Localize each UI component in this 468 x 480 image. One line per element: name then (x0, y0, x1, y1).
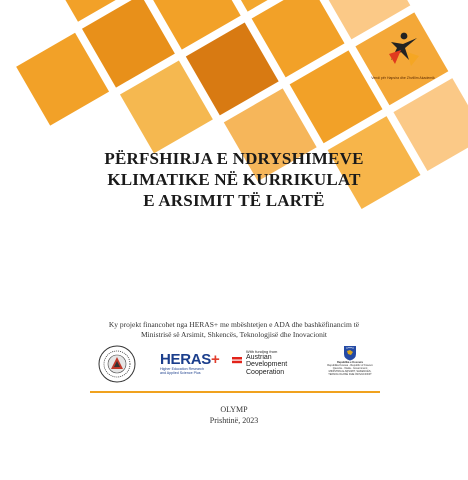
heras-sub-2: and Applied Science Plus (160, 371, 201, 376)
ada-logo (232, 349, 310, 383)
ada-line-3: Cooperation (246, 368, 285, 376)
heras-plus: + (211, 351, 220, 368)
hena-logo (368, 30, 438, 86)
ada-with-funding: With funding from (246, 349, 278, 354)
heras-logo (160, 352, 222, 382)
hena-figure-icon (383, 30, 423, 70)
orange-divider (90, 391, 380, 393)
funding-statement (60, 320, 408, 340)
heras-name: HERAS (160, 351, 212, 368)
ministry-line-1: Republika e Kosovës (336, 361, 364, 364)
funding-line: Ministrisë së Arsimit, Shkencës, Teknologjisë dhe Inovacionit (141, 330, 327, 339)
title-line: KLIMATIKE NË KURRIKULAT (107, 170, 361, 189)
partner-logos (90, 345, 380, 385)
ministry-line-4: MINISTRIA E ARSIMIT, SHKENCËS, TEKNOLOGJISË DHE INOVACIONIT (328, 370, 372, 376)
funding-line: Ky projekt financohet nga HERAS+ me mbështetjen e ADA dhe bashkëfinancim të (108, 320, 360, 329)
heras-sub-1: Higher Education Research (160, 367, 204, 371)
ministry-line-2: Republika Kosova - Republic of Kosovo (327, 364, 373, 367)
publisher-block (120, 404, 348, 426)
austria-flag-icon (232, 357, 242, 367)
title-line: PËRFSHIRJA E NDRYSHIMEVE (104, 149, 364, 168)
ada-line-1: Austrian (246, 354, 272, 361)
title-line: E ARSIMIT TË LARTË (143, 191, 325, 210)
ada-line-2: Development (246, 361, 288, 369)
hena-caption: Vendi për Hapsira dhe Zhvillim Akademik (371, 76, 435, 80)
university-seal-logo (98, 345, 136, 383)
seal-icon (98, 345, 136, 383)
ministry-line-3: Qeveria - Vlada - Government (332, 367, 368, 370)
document-title (40, 148, 428, 211)
ministry-logo (322, 345, 378, 383)
kosovo-emblem-icon (343, 345, 357, 361)
place-year: Prishtinë, 2023 (209, 416, 259, 425)
publisher-name: OLYMP (220, 405, 248, 414)
